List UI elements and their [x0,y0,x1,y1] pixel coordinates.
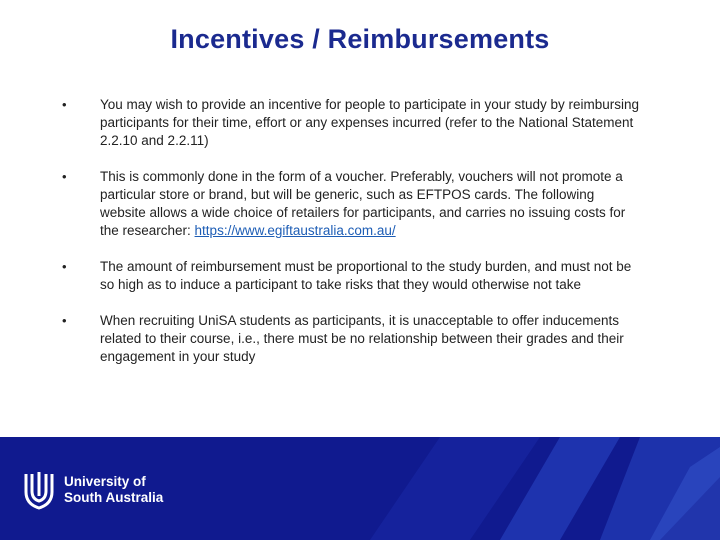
unisa-shield-icon [22,470,56,510]
logo-line-2: South Australia [64,490,164,505]
bullet-item [62,96,642,150]
bullet-dot: • [62,169,67,184]
bullet-list [62,96,642,384]
bullet-item [62,312,642,366]
bullet-text: The amount of reimbursement must be proportional to the study burden, and must not be so high as to induce a participant to take risks that they would otherwise not take [100,259,632,292]
logo-line-1: University of [64,474,146,489]
bullet-text: You may wish to provide an incentive for people to participate in your study by reimbursing participants for their time, effort or any expenses incurred (refer to the National Statement 2.2.10 and 2.2.11) [100,97,640,148]
egift-link[interactable]: https://www.egiftaustralia.com.au/ [194,223,396,238]
bullet-text: This is commonly done in the form of a voucher. Preferably, vouchers will not promote a particular store or brand, but will be generic, such as EFTPOS cards. The following website allows a wide choice of retailers for participants, and carries no issuing costs for the researcher: [100,169,626,238]
bullet-dot: • [62,259,67,274]
bullet-item [62,258,642,294]
bullet-item [62,168,642,240]
bullet-dot: • [62,313,67,328]
unisa-logo [22,470,163,510]
bullet-dot: • [62,97,67,112]
bullet-text: When recruiting UniSA students as participants, it is unacceptable to offer inducements related to their course, i.e., there must be no relationship between their grades and their engagement in your study [100,313,624,364]
slide-title: Incentives / Reimbursements [170,24,550,54]
footer-banner [0,437,720,540]
